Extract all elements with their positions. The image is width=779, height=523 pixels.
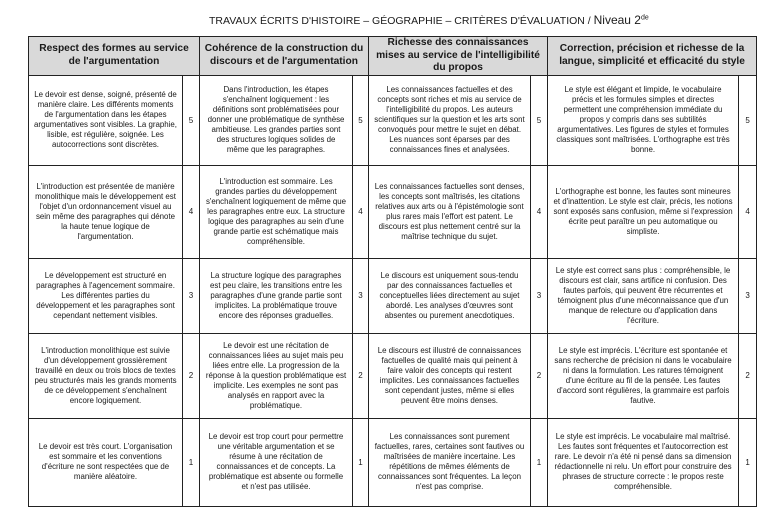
title-level: Niveau 2: [593, 13, 641, 27]
criterion-cell: Le style est imprécis. Le vocabulaire mal maîtrisé. Les fautes sont fréquentes et l'autocorrection est rare. Le devoir n'a été ni pensé dans sa dimension rédactionnelle ni relu. Un effort pour construire des phrases de structure correcte : le propos reste compréhensible.: [548, 418, 739, 506]
page-title: [209, 12, 769, 28]
score-cell: 2: [353, 333, 369, 418]
criterion-cell: Le style est élégant et limpide, le vocabulaire précis et les formules simples et directes permettent une compréhension immédiate du propos y compris dans ses subtilités argumentatives. Les figures de styles et formules classiques sont maîtrisées. L'orthographe est très bonne.: [548, 75, 739, 165]
header-knowledge: Richesse des connaissances mises au service de l'intelligibilité du propos: [369, 37, 548, 76]
criterion-cell: Les connaissances sont purement factuelles, rares, certaines sont fautives ou maîtrisées de manière incertaine. Les répétitions de mêmes éléments de connaissances sont fréquentes. La leçon n'est pas comprise.: [369, 418, 531, 506]
score-cell: 5: [353, 75, 369, 165]
score-cell: 3: [353, 258, 369, 333]
criterion-cell: Le discours est illustré de connaissances factuelles de qualité mais qui peinent à faire valoir des concepts qui restent implicites. Les connaissances factuelles sont cependant justes, même si elles peuvent être moins denses.: [369, 333, 531, 418]
criterion-cell: L'introduction est sommaire. Les grandes parties du développement s'enchaînent logiquement de même que les paragraphes entre eux. La structure logique des paragraphes au sein d'une grande partie est schématique mais compréhensible.: [200, 165, 353, 258]
criterion-cell: Le devoir est trop court pour permettre une véritable argumentation et se résume à une récitation de connaissances et de concepts. La problématique est absente ou formelle et n'est pas utilisée.: [200, 418, 353, 506]
score-cell: 5: [183, 75, 200, 165]
score-cell: 5: [531, 75, 548, 165]
header-coherence: Cohérence de la construction du discours et de l'argumentation: [200, 37, 369, 76]
criterion-cell: Le discours est uniquement sous-tendu par des connaissances factuelles et conceptuelles liées directement au sujet abordé. Les analyses d'œuvres sont absentes ou purement anecdotiques.: [369, 258, 531, 333]
header-row: [29, 37, 757, 76]
criterion-cell: L'introduction est présentée de manière monolithique mais le développement est l'objet d'un ordonnancement visuel au sein même des paragraphes qui dénote la haute tenue logique de l'argumentation.: [29, 165, 183, 258]
criterion-cell: Le développement est structuré en paragraphes à l'agencement sommaire. Les différentes parties du développement et les paragraphes sont cependant nettement visibles.: [29, 258, 183, 333]
score-cell: 5: [739, 75, 757, 165]
title-main: TRAVAUX ÉCRITS D'HISTOIRE – GÉOGRAPHIE – CRITÈRES D'ÉVALUATION /: [209, 15, 594, 27]
criterion-cell: Dans l'introduction, les étapes s'enchaînent logiquement : les définitions sont problématisées pour donner une problématique de synthèse ambitieuse. Les grandes parties sont des structures logiques solides de même que les paragraphes.: [200, 75, 353, 165]
score-cell: 1: [739, 418, 757, 506]
table-row: [29, 333, 757, 418]
score-cell: 1: [183, 418, 200, 506]
score-cell: 2: [531, 333, 548, 418]
score-cell: 3: [183, 258, 200, 333]
criterion-cell: Le style est correct sans plus : compréhensible, le discours est clair, sans artifice ni confusion. Des fautes parfois, qui peuvent être récurrentes et témoignent plus d'une méconnaissance que d'un manque de relecture ou d'application dans l'écriture.: [548, 258, 739, 333]
table-row: [29, 258, 757, 333]
score-cell: 2: [739, 333, 757, 418]
criterion-cell: Les connaissances factuelles sont denses, les concepts sont maîtrisés, les citations relatives aux arts ou à l'épistémologie sont plus rares mais l'effort est patent. Le discours est plus nettement centré sur la maîtrise technique du sujet.: [369, 165, 531, 258]
criterion-cell: L'orthographe est bonne, les fautes sont mineures et d'inattention. Le style est clair, précis, les notions sont exposés sans confusion, même si l'expression écrite peut paraître un peu automatique ou simpliste.: [548, 165, 739, 258]
score-cell: 4: [183, 165, 200, 258]
score-cell: 1: [353, 418, 369, 506]
criterion-cell: La structure logique des paragraphes est peu claire, les transitions entre les paragraphes d'une grande partie sont implicites. La problématique trouve encore des réponses graduelles.: [200, 258, 353, 333]
header-forms: Respect des formes au service de l'argumentation: [29, 37, 200, 76]
evaluation-grid: [28, 36, 757, 507]
criterion-cell: Le devoir est très court. L'organisation est sommaire et les conventions d'écriture ne sont respectées que de manière aléatoire.: [29, 418, 183, 506]
table-row: [29, 75, 757, 165]
score-cell: 4: [531, 165, 548, 258]
header-language: Correction, précision et richesse de la langue, simplicité et efficacité du style: [548, 37, 757, 76]
table-row: [29, 418, 757, 506]
score-cell: 3: [739, 258, 757, 333]
criterion-cell: L'introduction monolithique est suivie d'un développement grossièrement travaillé en deux ou trois blocs de textes peu structurés mais les grands moments de ce développement s'enchaînent encore logiquement.: [29, 333, 183, 418]
criterion-cell: Le style est imprécis. L'écriture est spontanée et sans recherche de précision ni dans le vocabulaire ni dans la formulation. Les ratures témoignent d'une écriture au fil de la pensée. Les fautes d'accord sont régulières, la grammaire est parfois fautive.: [548, 333, 739, 418]
title-level-superscript: de: [640, 14, 649, 22]
criterion-cell: Le devoir est dense, soigné, présenté de manière claire. Les différents moments de l'argumentation dans les étapes argumentatives sont visibles. La graphie, lisible, est régulière, soignée. Les autocorrections sont discrètes.: [29, 75, 183, 165]
table-row: [29, 165, 757, 258]
score-cell: 4: [739, 165, 757, 258]
criterion-cell: Le devoir est une récitation de connaissances liées au sujet mais peu liées entre elle. La progression de la réponse à la question problématique est implicite. Les exemples ne sont pas analysés en rapport avec la problématique.: [200, 333, 353, 418]
score-cell: 3: [531, 258, 548, 333]
score-cell: 1: [531, 418, 548, 506]
score-cell: 4: [353, 165, 369, 258]
score-cell: 2: [183, 333, 200, 418]
criterion-cell: Les connaissances factuelles et des concepts sont riches et mis au service de l'intelligibilité du propos. Les auteurs scientifiques sur la question et les arts sont convoqués pour mettre le sujet en débat. Les nuances sont éparses par des connaissances fines et analysées.: [369, 75, 531, 165]
